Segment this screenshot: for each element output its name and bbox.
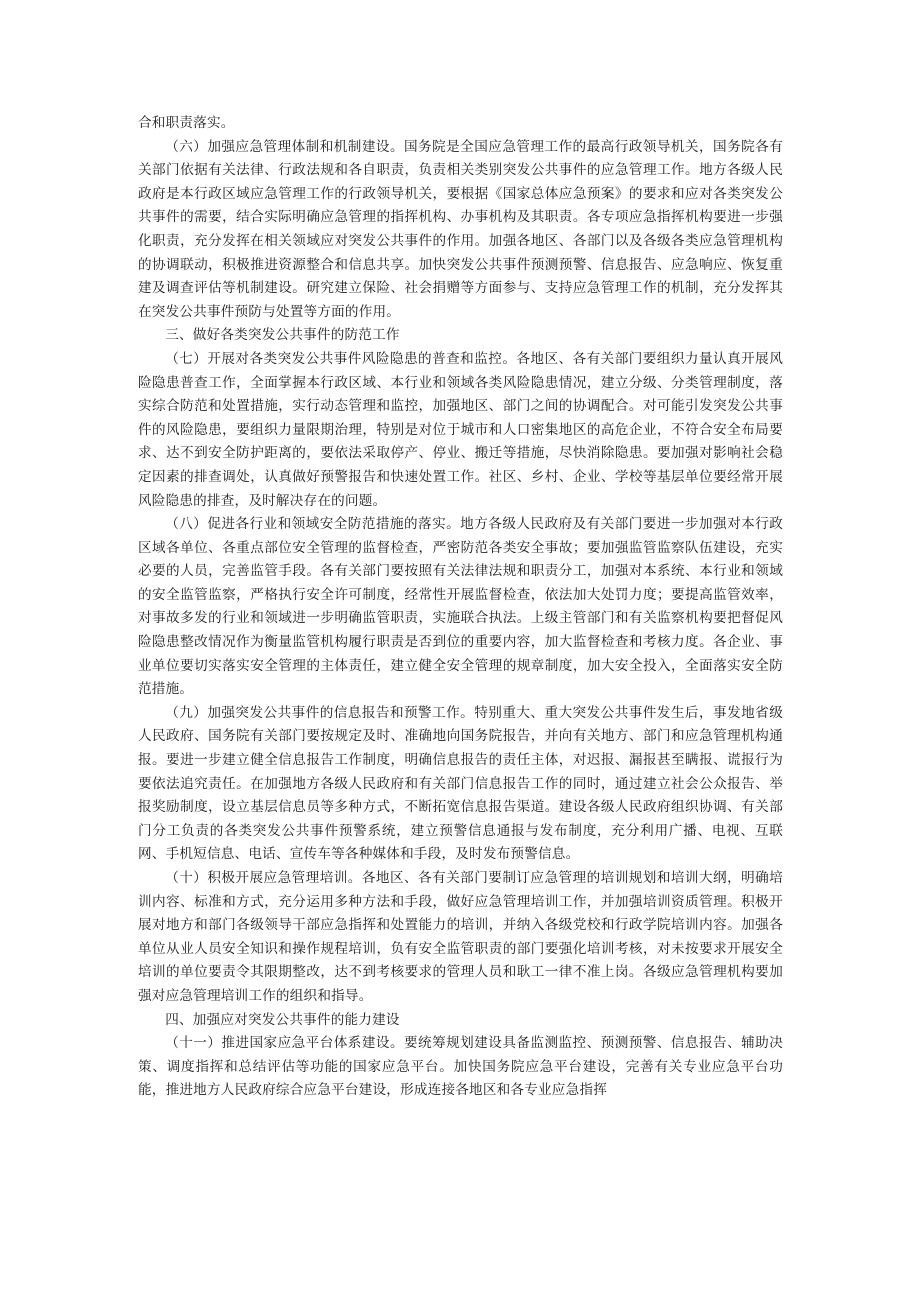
document-page	[138, 112, 783, 1103]
paragraph-section-6: （六）加强应急管理体制和机制建设。国务院是全国应急管理工作的最高行政领导机关，国务院各有关部门依据有关法律、行政法规和各自职责，负责相关类别突发公共事件的应急管理工作。地方各级人民政府是本行政区域应急管理工作的行政领导机关，要根据《国家总体应急预案》的要求和应对各类突发公共事件的需要，结合实际明确应急管理的指挥机构、办事机构及其职责。各专项应急指挥机构要进一步强化职责，充分发挥在相关领域应对突发公共事件的作用。加强各地区、各部门以及各级各类应急管理机构的协调联动，积极推进资源整合和信息共享。加快突发公共事件预测预警、信息报告、应急响应、恢复重建及调查评估等机制建设。研究建立保险、社会捐赠等方面参与、支持应急管理工作的机制，充分发挥其在突发公共事件预防与处置等方面的作用。	[138, 138, 783, 320]
paragraph-section-10: （十）积极开展应急管理培训。各地区、各有关部门要制订应急管理的培训规划和培训大纲，明确培训内容、标准和方式，充分运用多种方法和手段，做好应急管理培训工作，并加强培训资质管理。积极开展对地方和部门各级领导干部应急指挥和处置能力的培训，并纳入各级党校和行政学院培训内容。加强各单位从业人员安全知识和操作规程培训，负有安全监管职责的部门要强化培训考核，对未按要求开展安全培训的单位要责令其限期整改，达不到考核要求的管理人员和耿工一律不准上岗。各级应急管理机构要加强对应急管理培训工作的组织和指导。	[138, 870, 783, 1004]
paragraph-continuation: 合和职责落实。	[138, 115, 235, 131]
paragraph-section-11: （十一）推进国家应急平台体系建设。要统筹规划建设具备监测监控、预测预警、信息报告、辅助决策、调度指挥和总结评估等功能的国家应急平台。加快国务院应急平台建设，完善有关专业应急平台功能，推进地方人民政府综合应急平台建设，形成连接各地区和各专业应急指挥	[138, 1035, 783, 1099]
paragraph-section-7: （七）开展对各类突发公共事件风险隐患的普查和监控。各地区、各有关部门要组织力量认真开展风险隐患普查工作，全面掌握本行政区域、本行业和领域各类风险隐患情况，建立分级、分类管理制度，落实综合防范和处置措施，实行动态管理和监控，加强地区、部门之间的协调配合。对可能引发突发公共事件的风险隐患，要组织力量限期治理，特别是对位于城市和人口密集地区的高危企业，不符合安全布局要求、达不到安全防护距离的，要依法采取停产、停业、搬迁等措施，尽快消除隐患。要加强对影响社会稳定因素的排查调处，认真做好预警报告和快速处置工作。社区、乡村、企业、学校等基层单位要经常开展风险隐患的排查，及时解决存在的问题。	[138, 350, 783, 509]
paragraph-section-9: （九）加强突发公共事件的信息报告和预警工作。特别重大、重大突发公共事件发生后，事发地省级人民政府、国务院有关部门要按规定及时、准确地向国务院报告，并向有关地方、部门和应急管理机构通报。要进一步建立健全信息报告工作制度，明确信息报告的责任主体，对迟报、漏报甚至瞒报、谎报行为要依法追究责任。在加强地方各级人民政府和有关部门信息报告工作的同时，通过建立社会公众报告、举报奖励制度，设立基层信息员等多种方式，不断拓宽信息报告渠道。建设各级人民政府组织协调、有关部门分工负责的各类突发公共事件预警系统，建立预警信息通报与发布制度，充分利用广播、电视、互联网、手机短信息、电话、宣传车等各种媒体和手段，及时发布预警信息。	[138, 704, 783, 863]
paragraph-section-8: （八）促进各行业和领域安全防范措施的落实。地方各级人民政府及有关部门要进一步加强对本行政区域各单位、各重点部位安全管理的监督检查，严密防范各类安全事故；要加强监管监察队伍建设，充实必要的人员，完善监管手段。各有关部门要按照有关法律法规和职责分工，加强对本系统、本行业和领域的安全监管监察，严格执行安全许可制度，经常性开展监督检查，依法加大处罚力度；要提高监管效率，对事故多发的行业和领域进一步明确监管职责，实施联合执法。上级主管部门和有关监察机构要把督促风险隐患整改情况作为衡量监管机构履行职责是否到位的重要内容，加大监督检查和考核力度。各企业、事业单位要切实落实安全管理的主体责任，建立健全安全管理的规章制度，加大安全投入，全面落实安全防范措施。	[138, 516, 783, 698]
heading-section-3: 三、做好各类突发公共事件的防范工作	[165, 327, 400, 344]
heading-section-4: 四、加强应对突发公共事件的能力建设	[165, 1011, 400, 1028]
